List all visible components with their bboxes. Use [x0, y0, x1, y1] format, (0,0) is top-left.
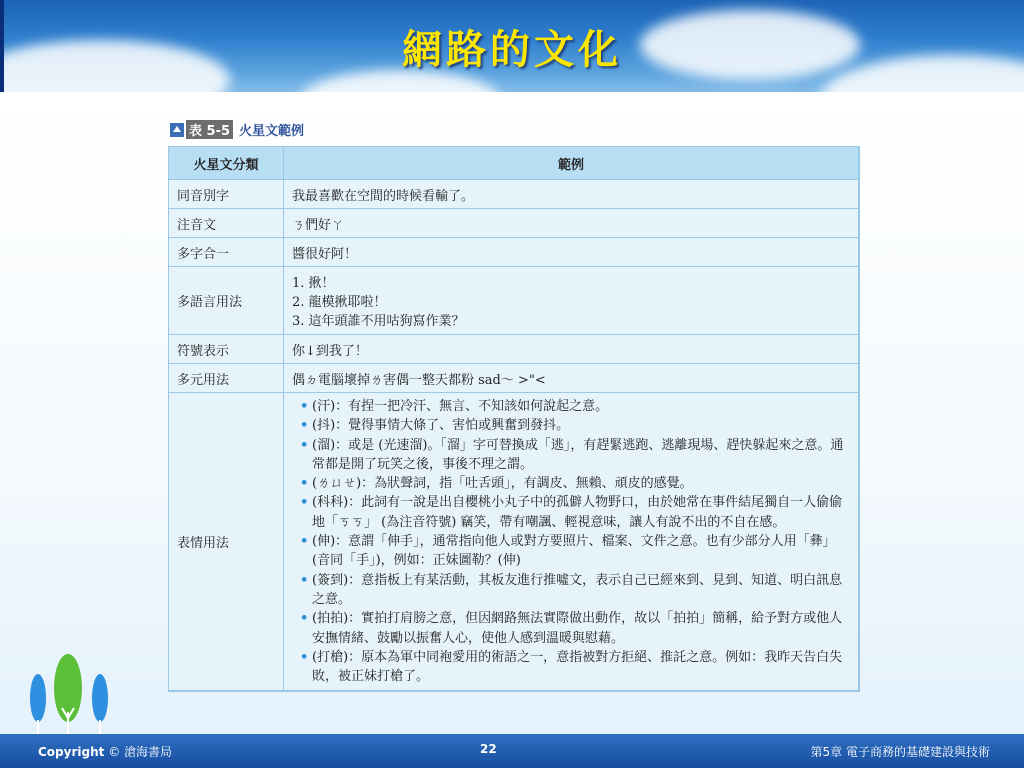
list-item: • (打槍)：原本為軍中同袍愛用的術語之一，意指被對方拒絕、推託之意。例如：我昨天告白失敗，被正妹打槍了。	[312, 648, 850, 687]
row-category: 注音文	[169, 209, 284, 238]
header-examples: 範例	[284, 147, 859, 180]
table-row	[169, 393, 859, 691]
caption-label: 表 5-5	[186, 120, 233, 139]
row-category: 多字合一	[169, 238, 284, 267]
example-line: 3. 這年頭誰不用咕狗寫作業？	[292, 314, 465, 329]
table-row	[169, 180, 859, 209]
example-line: 1. 揪！	[292, 276, 335, 291]
row-category: 同音別字	[169, 180, 284, 209]
copyright-word: Copyright	[38, 745, 105, 759]
table-row	[169, 364, 859, 393]
chapter-title: 第5章 電子商務的基礎建設與技術	[810, 745, 990, 759]
row-example: 你↓到我了！	[284, 335, 859, 364]
row-example: 偶ㄉ電腦壞掉ㄌ害偶一整天都粉 sad～ >"<	[284, 364, 859, 393]
copyright-text: © 滄海書局	[108, 745, 173, 759]
martian-text-table	[168, 146, 860, 692]
slide-title: 網路的文化	[402, 26, 622, 73]
row-example: 我最喜歡在空間的時候看輸了。	[284, 180, 859, 209]
table-row	[169, 335, 859, 364]
table-header-row	[169, 147, 859, 180]
list-item: • (溜)：或是 (光速溜)。「溜」字可替換成「逃」，有趕緊逃跑、逃離現場、趕快躲起來之意。通常都是開了玩笑之後，事後不理之謂。	[312, 436, 850, 475]
list-item: • (ㄌㄩㄝ)：為狀聲詞，指「吐舌頭」，有調皮、無賴、頑皮的感覺。	[312, 474, 850, 493]
header-category: 火星文分類	[169, 147, 284, 180]
caption-title: 火星文範例	[239, 124, 305, 139]
row-example	[284, 267, 859, 335]
row-example	[284, 393, 859, 691]
row-category: 多元用法	[169, 364, 284, 393]
example-line: 2. 龍模揪耶啦！	[292, 295, 387, 310]
page-number: 22	[480, 742, 497, 756]
caption-triangle-icon	[170, 123, 184, 137]
copyright	[38, 743, 172, 760]
emotion-list	[298, 397, 850, 686]
table-row	[169, 209, 859, 238]
row-example: ㄋ們好ㄚ	[284, 209, 859, 238]
list-item: • (汗)：有捏一把冷汗、無言、不知該如何說起之意。	[312, 397, 850, 416]
list-item: • (簽到)：意指板上有某活動，其板友進行推噓文，表示自己已經來到、見到、知道、明白訊息之意。	[312, 571, 850, 610]
list-item: • (科科)：此詞有一說是出自櫻桃小丸子中的孤僻人物野口，由於她常在事件結尾獨自一人偷偷地「ㄎㄎ」 (為注音符號) 竊笑，帶有嘲諷、輕視意味，讓人有說不出的不自在感。	[312, 493, 850, 532]
row-category: 符號表示	[169, 335, 284, 364]
row-category: 表情用法	[169, 393, 284, 691]
list-item: • (抖)：覺得事情大條了、害怕或興奮到發抖。	[312, 416, 850, 435]
table-row	[169, 238, 859, 267]
list-item: • (伸)：意謂「伸手」，通常指向他人或對方要照片、檔案、文件之意。也有少部分人用「彝」(音同「手」)，例如：正妹圖勒？(伸)	[312, 532, 850, 571]
footer-bar	[0, 734, 1024, 768]
row-example: 醬很好阿！	[284, 238, 859, 267]
table-caption	[170, 120, 304, 139]
table-row	[169, 267, 859, 335]
tree-logo-icon	[26, 650, 116, 740]
row-category: 多語言用法	[169, 267, 284, 335]
list-item: • (拍拍)：實拍打肩膀之意，但因網路無法實際做出動作，故以「拍拍」簡稱，給予對方或他人安撫情緒、鼓勵以振奮人心，使他人感到溫暖與慰藉。	[312, 609, 850, 648]
